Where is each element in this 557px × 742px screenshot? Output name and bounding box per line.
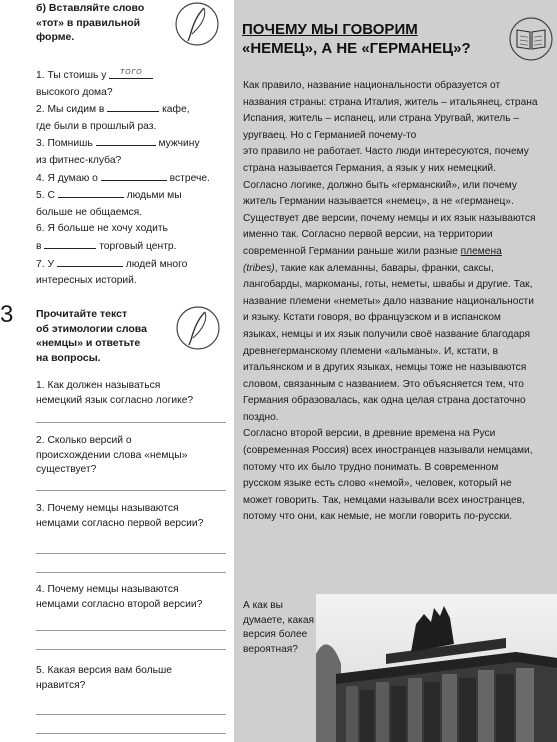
answer-line[interactable] [36,572,226,573]
closing-line: думаете, какая [243,614,315,626]
exercise-b-heading-line: б) Вставляйте слово [36,2,145,14]
answer-line[interactable] [36,422,226,423]
answer-blank[interactable] [101,170,167,181]
answer-line[interactable] [36,733,226,734]
answer-blank[interactable] [57,256,123,267]
answer-blank[interactable] [44,238,96,249]
exercise-3-instruction [36,307,186,365]
question-text: 3. Почему немцы называются [36,503,179,514]
item-text: торговый центр. [96,240,177,252]
closing-line: А как вы [243,600,283,611]
list-item [36,187,236,221]
answer-line[interactable] [36,630,226,631]
paragraph: , такие как алеманны, бавары, франки, саксы, лангобарды, маркоманы, готы, неметы, швабы и другие. Так, название племени «неметы» дало название национальности и языку. Кстати говоря, во французском и в испанском языках, немцы и их язык получили своё название благодаря древнегерманскому племени «альманы». И, кстати, в итальянском и в других языках, немцы тоже не называются словом, связанным с названием. Это объясняется тем, что Германия образовалась, как одна целая страна достаточно поздно. [243,262,534,423]
item-text: 5. С [36,190,58,202]
closing-line: версия более [243,629,308,640]
question-4 [36,583,236,612]
handwritten-answer: ТОГО [119,69,143,76]
paragraph: это правило не работает. Часто люди интересуются, почему страна называется Германия, а язык у них немецкий. Согласно логике, должно быть «германский», или почему житель Германии называется «немец», а не «германец». Существует две версии, почему немцы и их язык называются именно так. Согласно первой версии, на территории современной Германии раньше жили разные [243,146,536,257]
instruction-line: «немцы» и ответьте [36,337,141,349]
item-text: встрече. [166,172,210,184]
answer-line[interactable] [36,490,226,491]
list-item [36,256,236,290]
exercise-b-heading-line: форме. [36,31,75,43]
answer-line[interactable] [36,553,226,554]
answer-blank[interactable] [58,187,124,198]
item-text: из фитнес-клуба? [36,154,122,166]
question-text: 5. Какая версия вам больше [36,665,172,676]
instruction-line: на вопросы. [36,351,101,364]
item-text: в [36,240,45,252]
question-text: существует? [36,464,97,475]
item-text: 2. Мы сидим в [36,104,108,116]
item-text: 4. Я думаю о [36,172,101,184]
list-item [36,101,236,135]
instruction-line: Прочитайте текст [36,308,128,320]
panel-title-line: ПОЧЕМУ МЫ ГОВОРИМ [242,21,418,38]
article-text [243,78,538,526]
closing-question [243,599,323,657]
item-text: 6. Я больше не хочу ходить [36,223,168,235]
item-text: где были в прошлый раз. [36,120,157,132]
answer-line[interactable] [36,714,226,715]
exercise-b-list [36,68,236,290]
list-item [36,135,236,169]
panel-title [242,20,492,58]
closing-line: вероятная? [243,643,298,655]
question-5 [36,664,236,693]
paragraph: Как правило, название национальности образуется от названия страны: страна Италия, житель – итальянец, страна Испания, житель – испанец, или страна Уругвай, житель – уругваец. Но с Германией почему-то [243,80,538,141]
list-item [36,68,236,101]
exercise-b-heading-line: «тот» в правильной [36,16,141,29]
question-text: немецкий язык согласно логике? [36,394,194,406]
question-text: немцами согласно первой версии? [36,517,204,529]
instruction-line: об этимологии слова [36,322,147,335]
question-text: происхождении слова «немцы» [36,449,188,461]
question-text: 1. Как должен называться [36,380,161,391]
answer-blank[interactable] [107,101,159,112]
item-text: 1. Ты стоишь у [36,70,110,81]
brandenburg-gate-photo [316,594,557,742]
underlined-word: племена [460,245,502,257]
quill-icon [171,0,223,50]
question-text: нравится? [36,679,86,691]
question-3 [36,502,236,531]
answer-blank[interactable] [109,68,153,79]
item-text: 7. У [36,258,57,270]
translation-note: (tribes) [243,262,275,274]
exercise-b-heading [36,1,176,45]
reading-panel [234,0,557,742]
question-1 [36,379,236,408]
question-text: 4. Почему немцы называются [36,584,179,595]
book-icon [506,14,556,64]
item-text: людей много [122,258,188,270]
item-text: мужчину [155,138,200,150]
item-text: высокого дома? [36,86,113,98]
list-item [36,170,236,188]
paragraph: Согласно второй версии, в древние времена на Руси (современная Россия) всех иностранцев называли немцами, потому что их было трудно понимать. В современном русском языке есть слово «немой», человек, который не может говорить. Так, немцами называли всех иностранцев, потому что они, как немые, не могли говорить по-русски. [243,428,533,523]
item-text: кафе, [159,104,190,116]
question-text: немцами согласно второй версии? [36,598,203,610]
quill-icon [172,302,224,354]
list-item [36,221,236,255]
question-2 [36,434,236,478]
item-text: больше не общаемся. [36,206,143,218]
answer-line[interactable] [36,649,226,650]
answer-blank[interactable] [96,135,156,146]
item-text: 3. Помнишь [36,138,96,150]
item-text: людьми мы [123,190,182,202]
exercise-number: 3 [0,301,14,328]
question-text: 2. Сколько версий о [36,435,132,446]
item-text: интересных историй. [36,275,137,287]
panel-title-line: «НЕМЕЦ», А НЕ «ГЕРМАНЕЦ»? [242,40,471,57]
